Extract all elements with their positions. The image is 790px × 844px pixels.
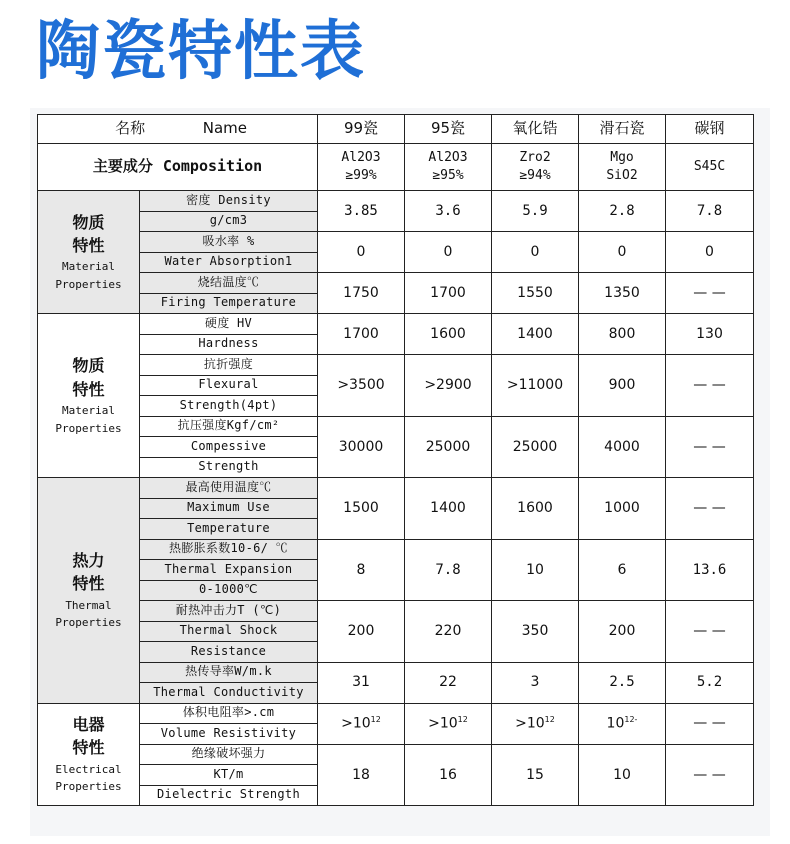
property-label: Compessive: [140, 437, 318, 458]
value-cell: 1700: [318, 314, 405, 355]
property-label: 绝缘破坏强力: [140, 744, 318, 765]
property-label: Thermal Shock: [140, 621, 318, 642]
column-header: 滑石瓷: [579, 115, 666, 144]
property-label: Volume Resistivity: [140, 724, 318, 745]
value-cell: — —: [666, 416, 754, 478]
value-cell: 4000: [579, 416, 666, 478]
property-label: g/cm3: [140, 211, 318, 232]
value-cell: 25000: [492, 416, 579, 478]
value-cell: 2.8: [579, 191, 666, 232]
value-cell: 1000: [579, 478, 666, 540]
property-label: 吸水率 %: [140, 232, 318, 253]
value-cell: — —: [666, 273, 754, 314]
value-cell: 1600: [492, 478, 579, 540]
value-cell: >3500: [318, 355, 405, 417]
value-cell: 18: [318, 744, 405, 806]
property-label: Thermal Expansion: [140, 560, 318, 581]
property-label: Maximum Use: [140, 498, 318, 519]
value-cell: 1750: [318, 273, 405, 314]
value-cell: 3: [492, 662, 579, 703]
value-cell: 1550: [492, 273, 579, 314]
property-label: 耐热冲击力T (℃): [140, 601, 318, 622]
value-cell: 350: [492, 601, 579, 663]
value-cell: 200: [579, 601, 666, 663]
value-cell: — —: [666, 355, 754, 417]
column-header: 95瓷: [405, 115, 492, 144]
composition-cell: Al2O3 ≥99%: [318, 144, 405, 191]
value-cell: 0: [579, 232, 666, 273]
composition-cell: S45C: [666, 144, 754, 191]
value-cell: 1400: [405, 478, 492, 540]
value-cell: 25000: [405, 416, 492, 478]
value-cell: — —: [666, 601, 754, 663]
property-label: 抗折强度: [140, 355, 318, 376]
value-cell: 6: [579, 539, 666, 601]
value-cell: 5.2: [666, 662, 754, 703]
page-title: 陶瓷特性表: [36, 15, 366, 89]
value-cell: 130: [666, 314, 754, 355]
value-cell: 16: [405, 744, 492, 806]
value-cell: 1700: [405, 273, 492, 314]
value-cell: 0: [666, 232, 754, 273]
value-cell: $10^{12-}$: [579, 703, 666, 744]
header-row: [38, 115, 754, 144]
value-cell: 7.8: [405, 539, 492, 601]
property-label: Strength(4pt): [140, 396, 318, 417]
composition-cell: Mgo SiO2: [579, 144, 666, 191]
property-label: Temperature: [140, 519, 318, 540]
section-label-material-1: 物质 特性 Material Properties: [38, 191, 140, 314]
value-cell: 0: [405, 232, 492, 273]
value-cell: 8: [318, 539, 405, 601]
property-label: 烧结温度℃: [140, 273, 318, 294]
value-cell: >2900: [405, 355, 492, 417]
header-name-cn: 名称: [115, 119, 146, 138]
property-label: 密度 Density: [140, 191, 318, 212]
property-label: 体积电阻率>.cm: [140, 703, 318, 724]
value-cell: 15: [492, 744, 579, 806]
value-cell: 13.6: [666, 539, 754, 601]
value-cell: $>10^{12}$: [405, 703, 492, 744]
value-cell: 31: [318, 662, 405, 703]
value-cell: 1600: [405, 314, 492, 355]
value-cell: 200: [318, 601, 405, 663]
property-label: 抗压强度Kgf/cm²: [140, 416, 318, 437]
property-label: Flexural: [140, 375, 318, 396]
value-cell: 3.85: [318, 191, 405, 232]
value-cell: 10: [579, 744, 666, 806]
property-label: Resistance: [140, 642, 318, 663]
section-label-electrical: 电器 特性 Electrical Properties: [38, 703, 140, 806]
property-label: Dielectric Strength: [140, 785, 318, 806]
property-label: KT/m: [140, 765, 318, 786]
value-cell: — —: [666, 478, 754, 540]
property-label: Water Absorption1: [140, 252, 318, 273]
value-cell: 900: [579, 355, 666, 417]
property-label: 最高使用温度℃: [140, 478, 318, 499]
property-label: Hardness: [140, 334, 318, 355]
composition-cell: Zro2 ≥94%: [492, 144, 579, 191]
value-cell: 1350: [579, 273, 666, 314]
value-cell: $>10^{12}$: [492, 703, 579, 744]
value-cell: — —: [666, 703, 754, 744]
value-cell: $>10^{12}$: [318, 703, 405, 744]
ceramic-properties-table: [37, 114, 754, 806]
composition-label: 主要成分 Composition: [38, 144, 318, 191]
value-cell: 1400: [492, 314, 579, 355]
value-cell: 22: [405, 662, 492, 703]
value-cell: 30000: [318, 416, 405, 478]
value-cell: 0: [318, 232, 405, 273]
section-label-material-2: 物质 特性 Material Properties: [38, 314, 140, 478]
composition-cell: Al2O3 ≥95%: [405, 144, 492, 191]
property-label: Thermal Conductivity: [140, 683, 318, 704]
value-cell: 5.9: [492, 191, 579, 232]
value-cell: 10: [492, 539, 579, 601]
column-header: 99瓷: [318, 115, 405, 144]
section-label-thermal: 热力 特性 Thermal Properties: [38, 478, 140, 704]
value-cell: 1500: [318, 478, 405, 540]
column-header: 氧化锆: [492, 115, 579, 144]
property-label: 热膨胀系数10-6/ ℃: [140, 539, 318, 560]
value-cell: 220: [405, 601, 492, 663]
property-label: 硬度 HV: [140, 314, 318, 335]
value-cell: — —: [666, 744, 754, 806]
property-label: Firing Temperature: [140, 293, 318, 314]
property-label: 热传导率W/m.k: [140, 662, 318, 683]
header-name-en: Name: [202, 119, 248, 138]
property-label: Strength: [140, 457, 318, 478]
value-cell: 0: [492, 232, 579, 273]
value-cell: 3.6: [405, 191, 492, 232]
value-cell: >11000: [492, 355, 579, 417]
composition-row: [38, 144, 754, 191]
column-header: 碳钢: [666, 115, 754, 144]
property-label: 0-1000℃: [140, 580, 318, 601]
value-cell: 7.8: [666, 191, 754, 232]
header-name-cell: [38, 115, 318, 144]
value-cell: 800: [579, 314, 666, 355]
value-cell: 2.5: [579, 662, 666, 703]
